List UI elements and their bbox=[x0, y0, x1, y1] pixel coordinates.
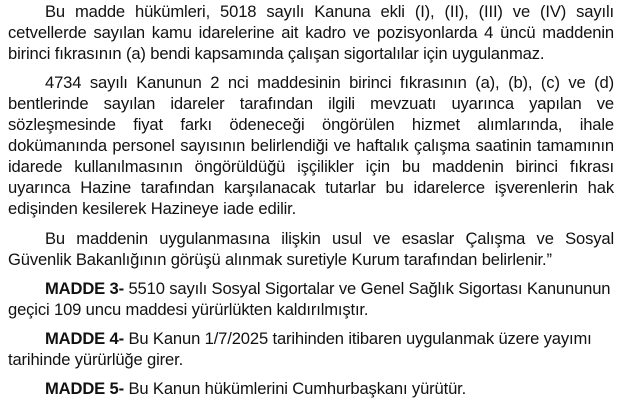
article-3-label: MADDE 3- bbox=[45, 279, 125, 298]
article-5 bbox=[8, 378, 614, 399]
paragraph-service-procurement: 4734 sayılı Kanunun 2 nci maddesinin birinci fıkrasının (a), (b), (c) ve (d) bentlerinde sayılan idareler tarafından ilgili mevzuatı uyarınca yapılan ve sözleşmesinde fiyat farkı ödeneceği öngörülen hizmet alımlarında, ihale dokümanında personel sayısının belirlendiği ve haftalık çalışma saatinin tamamının idarede kullanılmasının öngörüldüğü işçilikler için bu maddenin birinci fıkrası uyarınca Hazine tarafından karşılanacak tutarlar bu idarelerce işverenlerin hak edişinden kesilerek Hazineye iade edilir. bbox=[8, 73, 614, 218]
article-5-label: MADDE 5- bbox=[45, 379, 125, 398]
article-4-text: Bu Kanun 1/7/2025 tarihinden itibaren uygulanmak üzere yayımı tarihinde yürürlüğe girer. bbox=[8, 329, 592, 369]
article-4-label: MADDE 4- bbox=[45, 329, 125, 348]
article-5-text: Bu Kanun hükümlerini Cumhurbaşkanı yürütür. bbox=[124, 379, 467, 398]
article-3-text: 5510 sayılı Sosyal Sigortalar ve Genel Sağlık Sigortası Kanununun geçici 109 uncu maddesi yürürlükten kaldırılmıştır. bbox=[8, 279, 611, 319]
paragraph-exemption: Bu madde hükümleri, 5018 sayılı Kanuna ekli (I), (II), (III) ve (IV) sayılı cetvellerde sayılan kamu idarelerine ait kadro ve pozisyonlarda 4 üncü maddenin birinci fıkrasının (a) bendi kapsamında çalışan sigortalılar için uygulanmaz. bbox=[8, 2, 614, 63]
article-3 bbox=[8, 278, 614, 320]
paragraph-procedures: Bu maddenin uygulanmasına ilişkin usul ve esaslar Çalışma ve Sosyal Güvenlik Bakanlığının görüşü alınmak suretiyle Kurum tarafından belirlenir.” bbox=[8, 229, 614, 269]
article-4 bbox=[8, 328, 614, 370]
